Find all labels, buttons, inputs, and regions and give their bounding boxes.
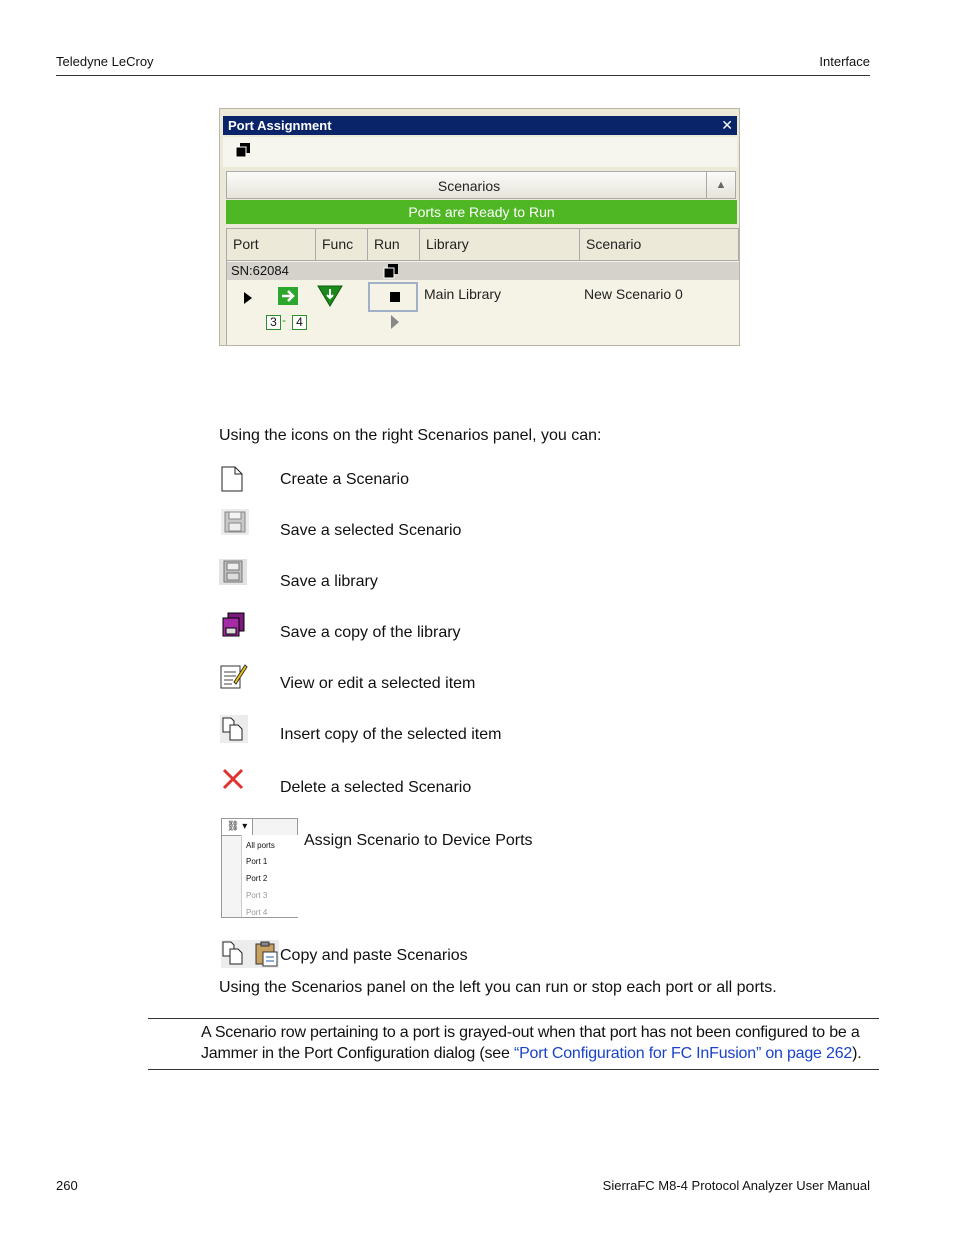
note-text-before: A Scenario row pertaining to a port is grayed-out when that port has not been configured to be a Jammer in the Port Configuration dialog (see	[201, 1024, 860, 1062]
collapse-arrow-icon[interactable]: ▲	[706, 172, 735, 198]
port-assignment-window	[219, 108, 740, 346]
copy-paste-icon	[221, 940, 279, 968]
save-library-icon	[219, 559, 247, 585]
window-titlebar	[223, 116, 737, 135]
copy-paste-label: Copy and paste Scenarios	[280, 947, 468, 964]
assign-ports-icon	[221, 818, 298, 918]
manual-title: SierraFC M8-4 Protocol Analyzer User Manual	[602, 1178, 870, 1193]
edit-item-label: View or edit a selected item	[280, 675, 476, 692]
save-scenario-label: Save a selected Scenario	[280, 522, 462, 539]
intro-text: Using the icons on the right Scenarios panel, you can:	[219, 427, 602, 444]
stop-icon	[390, 292, 400, 302]
run-arrow-icon[interactable]	[390, 315, 400, 329]
port-dropdown-icon: ⛓ ▾	[222, 819, 253, 836]
port-badge-from: 3	[266, 315, 281, 330]
expand-arrow-icon[interactable]	[243, 292, 253, 304]
header-left-text: Teledyne LeCroy	[56, 54, 154, 69]
delete-x-icon	[221, 767, 245, 791]
edit-item-icon	[220, 662, 248, 690]
group-label: SN:62084	[231, 263, 289, 278]
port-config-link[interactable]: “Port Configuration for FC InFusion” on page 262	[513, 1045, 853, 1062]
note-text	[201, 1022, 901, 1064]
header-divider	[56, 75, 870, 76]
window-toolbar	[223, 137, 737, 167]
close-icon[interactable]: ✕	[721, 117, 733, 133]
ready-status-bar: Ports are Ready to Run	[226, 200, 737, 224]
note-top-rule	[148, 1018, 879, 1019]
save-library-label: Save a library	[280, 573, 378, 590]
column-header-port[interactable]: Port	[227, 228, 316, 261]
port-menu-item[interactable]: Port 2	[246, 874, 268, 883]
port-menu-item[interactable]: Port 1	[246, 857, 268, 866]
column-header-library[interactable]: Library	[420, 228, 580, 261]
column-header-run[interactable]: Run	[368, 228, 420, 261]
delete-scenario-label: Delete a selected Scenario	[280, 779, 472, 796]
save-disk-icon	[221, 509, 249, 535]
note-text-after: ).	[852, 1045, 862, 1062]
group-row[interactable]	[227, 262, 739, 280]
insert-copy-icon	[220, 715, 248, 743]
stop-button[interactable]	[368, 282, 418, 312]
port-badge-to: 4	[292, 315, 307, 330]
window-title: Port Assignment	[228, 118, 332, 133]
jammer-func-icon[interactable]	[317, 285, 343, 307]
assign-ports-label: Assign Scenario to Device Ports	[304, 832, 533, 849]
port-menu-item[interactable]: All ports	[246, 841, 275, 850]
note-bottom-rule	[148, 1069, 879, 1070]
create-scenario-label: Create a Scenario	[280, 471, 409, 488]
scenario-cell[interactable]: New Scenario 0	[584, 286, 683, 302]
after-list-text: Using the Scenarios panel on the left you can run or stop each port or all ports.	[219, 979, 777, 996]
port-badge-separator: -	[282, 313, 286, 327]
library-cell[interactable]: Main Library	[424, 286, 502, 302]
port-menu-item[interactable]: Port 3	[246, 891, 268, 900]
copy-black-icon[interactable]	[235, 142, 251, 158]
page-number: 260	[56, 1178, 78, 1193]
scenarios-header-label: Scenarios	[437, 178, 501, 194]
insert-copy-label: Insert copy of the selected item	[280, 726, 502, 743]
header-right-text: Interface	[819, 54, 870, 69]
port-menu-item[interactable]: Port 4	[246, 908, 268, 917]
port-grid	[226, 228, 739, 346]
save-copy-library-icon	[220, 612, 246, 638]
column-header-scenario[interactable]: Scenario	[580, 228, 739, 261]
scenarios-header[interactable]	[226, 171, 736, 199]
new-document-icon	[221, 466, 243, 492]
func-arrow-icon[interactable]	[278, 287, 298, 305]
port-dropdown-menu	[241, 835, 298, 917]
column-header-func[interactable]: Func	[316, 228, 368, 261]
save-copy-library-label: Save a copy of the library	[280, 624, 461, 641]
run-all-icon[interactable]	[383, 263, 399, 279]
